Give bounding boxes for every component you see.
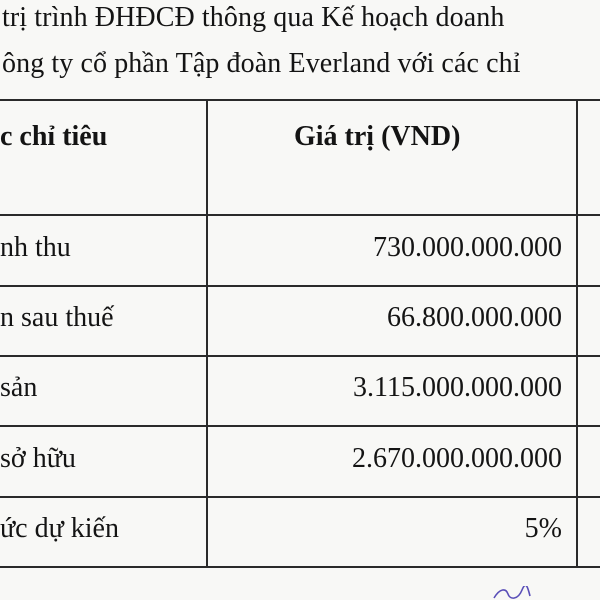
table-row-label: ức dự kiến (0, 513, 119, 544)
table-row-value: 2.670.000.000.000 (352, 443, 562, 474)
table-row-value: 3.115.000.000.000 (353, 372, 562, 403)
intro-text-line-2: ông ty cổ phần Tập đoàn Everland với các chỉ (2, 48, 521, 79)
table-row-divider (0, 496, 600, 498)
table-column-divider (206, 99, 208, 568)
table-row-divider (0, 214, 600, 216)
table-bottom-border (0, 566, 600, 568)
table-row-label: n sau thuế (0, 302, 114, 333)
signature-stroke (492, 586, 532, 600)
table-row-label: nh thu (0, 232, 71, 263)
table-row-divider (0, 425, 600, 427)
table-row-label: sở hữu (0, 443, 76, 474)
table-top-border (0, 99, 600, 101)
table-row-value: 730.000.000.000 (373, 232, 562, 263)
table-header-indicator: c chỉ tiêu (0, 121, 108, 152)
table-row-divider (0, 285, 600, 287)
table-row-value: 66.800.000.000 (387, 302, 562, 333)
table-header-value: Giá trị (VND) (294, 121, 461, 152)
table-row-label: sản (0, 372, 38, 403)
table-column-divider (576, 99, 578, 568)
intro-text-line-1: trị trình ĐHĐCĐ thông qua Kế hoạch doanh (2, 2, 505, 33)
table-row-divider (0, 355, 600, 357)
table-row-value: 5% (524, 513, 562, 544)
